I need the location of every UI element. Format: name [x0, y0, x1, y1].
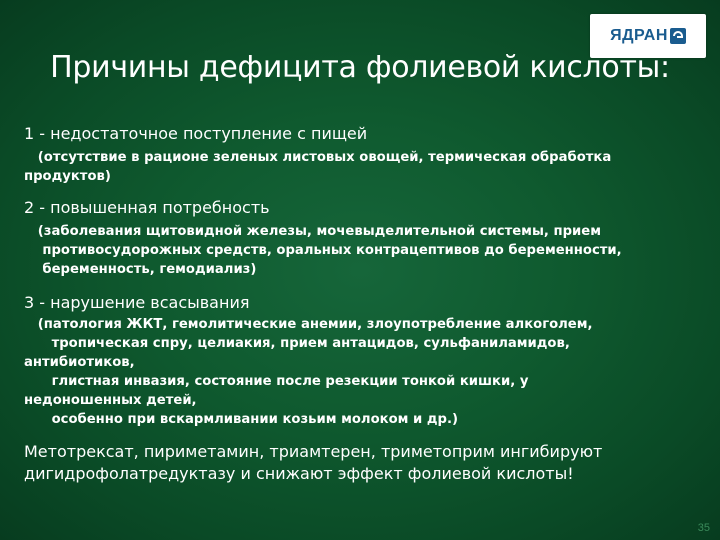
cause-heading: 1 - недостаточное поступление с пищей: [24, 124, 368, 143]
cause-item-1: [24, 124, 704, 186]
cause-item-2: [24, 198, 704, 279]
cause-heading: 2 - повышенная потребность: [24, 198, 270, 217]
cause-heading: 3 - нарушение всасывания: [24, 293, 250, 312]
slide-title: Причины дефицита фолиевой кислоты:: [50, 50, 670, 85]
logo-mark-icon: [670, 28, 686, 44]
logo-text: ЯДРАН: [610, 27, 668, 44]
slide-content: [24, 124, 704, 485]
cause-item-3: [24, 293, 704, 429]
cause-details: (патология ЖКТ, гемолитические анемии, злоупотребление алкоголем, тропическая спру, целиакия, прием антацидов, сульфаниламидов, антибиотиков, глистная инвазия, состояние после резекции тонкой кишки, у недоношенных детей, особенно при вскармливании козьим молоком и др.): [24, 317, 593, 427]
cause-details: (заболевания щитовидной железы, мочевыделительной системы, прием противосудорожных средств, оральных контрацептивов до беременности, беременность, гемодиализ): [37, 224, 622, 277]
cause-details: (отсутствие в рационе зеленых листовых овощей, термическая обработка продуктов): [24, 150, 612, 184]
drug-interaction-note: Метотрексат, пириметамин, триамтерен, триметоприм ингибируют дигидрофолатредуктазу и снижают эффект фолиевой кислоты!: [24, 442, 603, 483]
page-number: 35: [697, 522, 710, 534]
